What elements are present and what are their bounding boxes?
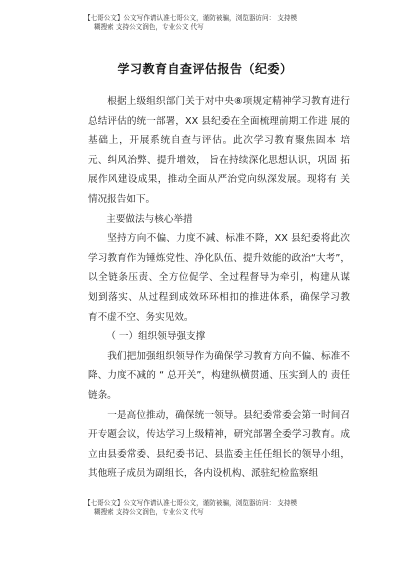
paragraph-intro: 根据上级组织部门关于对中央⑧项规定精神学习教育进行总结评估的统一部署，XX 县纪委在全面梳理前期工作进 展的基础上，开展系统自查与评估。此次学习教育聚焦固本 培元、纠风治弊、提升增效， 旨在持续深化思想认识，巩固 拓展作风建设成果，推动全面从严治党向纵深发展。现将有 关情况报告如下。 [88,96,350,205]
document-body [88,92,350,484]
header-line-1: 【七哥公文】公文写作请认准七哥公文，谨防被骗，浏览器访问： 支持模 [84,14,298,22]
subsection-heading: （ 一）组织领导强支撑 [106,331,206,343]
footer-line-1: 【七哥公文】公文写作请认准七哥公文，谨防被骗，浏览器访问： 支持模 [84,499,298,507]
paragraph-approach: 坚持方向不偏、力度不减、标准不降，XX 县纪委将此次学习教育作为锤炼党性、净化队伍、提升效能的政治“大考”， 以全链条压责、全方位促学、全过程督导为牵引，构建从谋 划到落实、从过程到成效环环相扣的推进体系，确保学习教 育不虚不空、务实见效。 [88,233,350,323]
paragraph-point-one: 一是高位推动，确保统一领导。县纪委常委会第一时间召开专题会议，传达学习上级精神，研究部署全委学习教育。成立由县委常委、县纪委书记、县监委主任任组长的领导小组，其他班子成员为副组长，各内设机构、派驻纪检监察组 [88,409,350,480]
header-line-2: 糊搜索 支持公文润色，专业公文 代写 [94,23,204,31]
page-footer [84,499,384,517]
paragraph-leadership: 我们把加强组织领导作为确保学习教育方向不偏、标准不降、力度不减的 “ 总开关”，构建纵横贯通、压实到人的 责任链条。 [88,350,350,401]
footer-line-2: 糊搜索 支持公文润色，专业公文 代写 [94,508,204,516]
section-heading: 主要做法与核心举措 [106,213,193,225]
page-header [84,14,384,32]
document-title: 学习教育自查评估报告（纪委） [117,62,293,76]
